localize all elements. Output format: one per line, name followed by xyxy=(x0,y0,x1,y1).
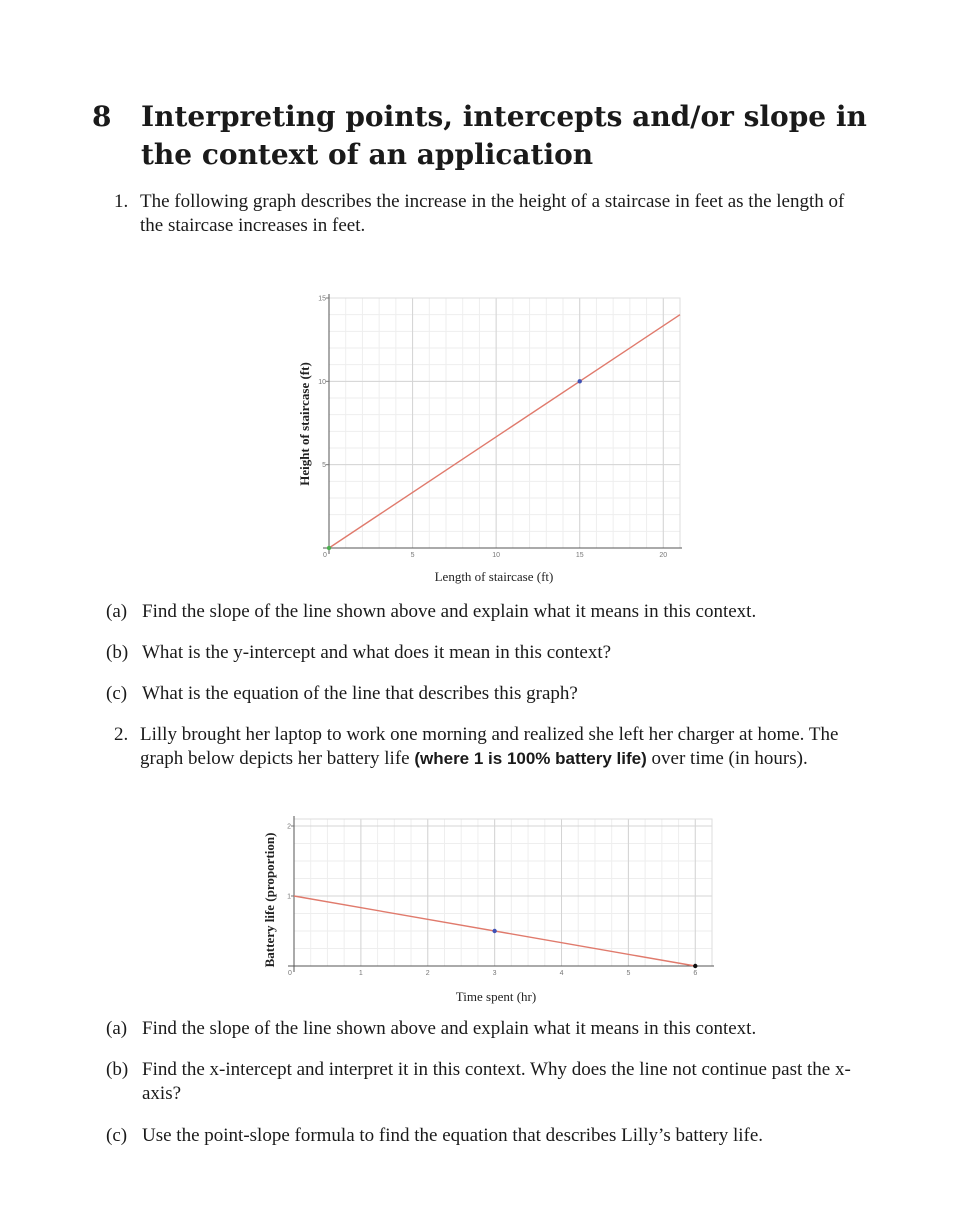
problem-2-number: 2. xyxy=(114,724,129,745)
part-text: What is the equation of the line that describes this graph? xyxy=(142,683,578,704)
part-label: (a) xyxy=(106,601,128,622)
x-tick-label: 15 xyxy=(575,552,584,559)
chart2-x-axis-label: Time spent (hr) xyxy=(455,989,537,1004)
x-tick-label: 10 xyxy=(492,552,501,559)
y-tick-label: 2 xyxy=(287,823,291,831)
part-text: Find the x-intercept and interpret it in this context. Why does the line not continue past the x-axis? xyxy=(142,1059,851,1104)
y-tick-label: 1 xyxy=(287,893,291,901)
plot-border xyxy=(294,819,712,966)
x-tick-label: 1 xyxy=(358,970,363,977)
chart1-x-axis-label: Length of staircase (ft) xyxy=(434,569,554,584)
problem-2-text-after: over time (in hours). xyxy=(646,748,808,769)
chart1-grid xyxy=(329,298,680,548)
chart2-y-axis-label: Battery life (proportion) xyxy=(262,832,277,968)
problem-1-number: 1. xyxy=(114,191,129,212)
x-tick-label: 4 xyxy=(559,970,564,977)
section-title: Interpreting points, intercepts and/or slope in the context of an application xyxy=(141,100,867,171)
battery-chart xyxy=(258,816,718,1008)
problem-1-text: The following graph describes the increase in the height of a staircase in feet as the length of the staircase increases in feet. xyxy=(140,191,845,236)
chart1-y-axis-label: Height of staircase (ft) xyxy=(297,362,312,486)
data-point xyxy=(492,929,496,933)
x-tick-label: 0 xyxy=(323,552,327,559)
y-tick-label: 10 xyxy=(318,378,326,386)
chart2-grid xyxy=(294,819,712,966)
x-tick-label: 5 xyxy=(410,552,415,559)
data-point xyxy=(327,546,331,550)
section-number: 8 xyxy=(92,100,112,133)
part-label: (a) xyxy=(106,1018,128,1039)
part-text: What is the y-intercept and what does it mean in this context? xyxy=(142,642,612,663)
chart2-tick-labels xyxy=(287,824,697,978)
data-point xyxy=(578,379,582,383)
problem-2-text-bold: (where 1 is 100% battery life) xyxy=(414,749,647,768)
data-point xyxy=(693,964,697,968)
part-text: Find the slope of the line shown above and explain what it means in this context. xyxy=(142,1018,757,1039)
problem-2-text-before: Lilly brought her laptop to work one morning and realized she left her charger at home. The graph below depicts her battery life xyxy=(140,724,839,769)
x-tick-label: 3 xyxy=(492,970,497,977)
x-tick-label: 0 xyxy=(288,970,292,977)
part-label: (c) xyxy=(106,683,128,704)
part-text: Use the point-slope formula to find the equation that describes Lilly’s battery life. xyxy=(142,1125,764,1146)
staircase-chart xyxy=(292,284,692,590)
x-tick-label: 5 xyxy=(626,970,631,977)
chart1-tick-labels xyxy=(318,296,667,560)
problem-2-text xyxy=(140,723,852,771)
x-tick-label: 20 xyxy=(659,552,668,559)
x-tick-label: 6 xyxy=(693,970,698,977)
plot-border xyxy=(329,298,680,548)
part-text: Find the slope of the line shown above and explain what it means in this context. xyxy=(142,601,757,622)
part-label: (b) xyxy=(106,1059,129,1080)
part-label: (c) xyxy=(106,1125,128,1146)
x-tick-label: 2 xyxy=(425,970,430,977)
y-tick-label: 15 xyxy=(318,295,326,303)
y-tick-label: 5 xyxy=(322,462,326,470)
part-label: (b) xyxy=(106,642,129,663)
